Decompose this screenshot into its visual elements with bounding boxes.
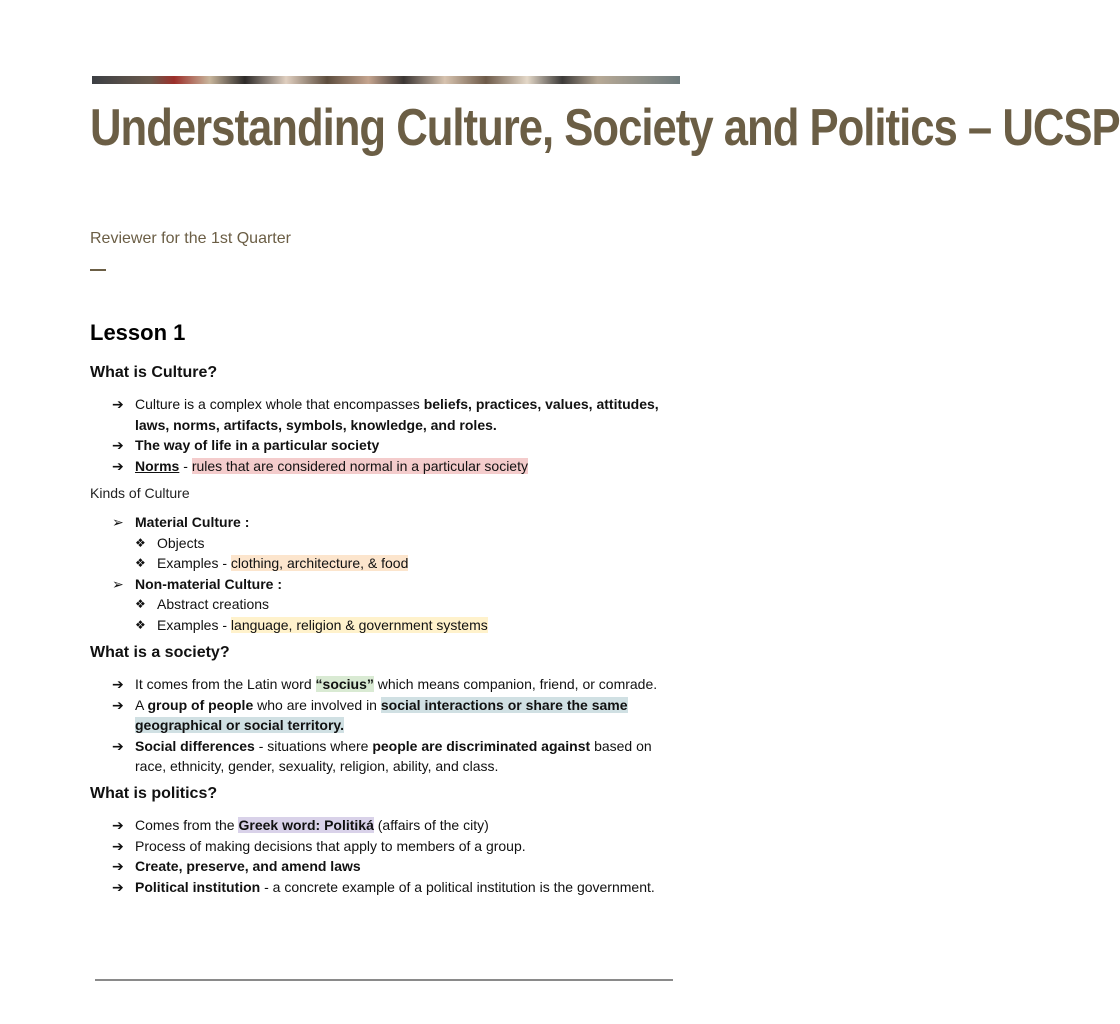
highlighted-text: language, religion & government systems bbox=[230, 616, 488, 633]
title-divider-dash bbox=[90, 269, 106, 271]
header-banner-image bbox=[92, 76, 680, 84]
list-item: ➔ Comes from the Greek word: Politiká (affairs of the city) bbox=[112, 815, 682, 836]
arrow-bullet-icon: ➔ bbox=[112, 696, 124, 713]
list-item: ➔ Culture is a complex whole that encompasses beliefs, practices, values, attitudes, laws, norms, artifacts, symbols, knowledge, and roles. bbox=[112, 396, 659, 433]
list-item: ➔ It comes from the Latin word “socius” which means companion, friend, or comrade. bbox=[112, 674, 682, 695]
list-item: ➔ The way of life in a particular society bbox=[112, 435, 682, 456]
politics-heading: What is politics? bbox=[90, 785, 218, 802]
diamond-bullet-icon: ❖ bbox=[135, 597, 146, 611]
culture-heading: What is Culture? bbox=[90, 364, 218, 381]
list-item: ➢ Non-material Culture : ❖ Abstract creations ❖ Examples - language, religion & government systems bbox=[112, 574, 682, 636]
arrow-bullet-icon: ➔ bbox=[112, 457, 124, 474]
highlighted-text: social interactions or share the same geographical or social territory. bbox=[135, 696, 628, 733]
arrow-bullet-icon: ➔ bbox=[112, 858, 124, 874]
arrow-bullet-icon: ➔ bbox=[112, 396, 124, 412]
chevron-bullet-icon: ➢ bbox=[112, 575, 124, 592]
kinds-of-culture-list bbox=[112, 512, 682, 635]
sub-list-item: ❖ Objects bbox=[112, 533, 682, 554]
sub-list-item: ❖ Examples - language, religion & government systems bbox=[112, 615, 682, 636]
highlighted-text: rules that are considered normal in a particular society bbox=[191, 457, 528, 474]
culture-list bbox=[112, 394, 682, 476]
arrow-bullet-icon: ➔ bbox=[112, 737, 124, 754]
list-item: ➔ Process of making decisions that apply to members of a group. bbox=[112, 836, 682, 857]
arrow-bullet-icon: ➔ bbox=[112, 837, 124, 854]
sub-list-item: ❖ Abstract creations bbox=[112, 594, 682, 615]
arrow-bullet-icon: ➔ bbox=[112, 878, 124, 895]
list-item: ➔ Political institution - a concrete example of a political institution is the government. bbox=[112, 877, 682, 898]
list-item: ➢ Material Culture : ❖ Objects ❖ Examples - clothing, architecture, & food bbox=[112, 512, 682, 574]
list-item: ➔ A group of people who are involved in social interactions or share the same geographical or social territory. bbox=[112, 696, 628, 733]
page-footer-rule bbox=[95, 979, 673, 981]
diamond-bullet-icon: ❖ bbox=[135, 556, 146, 570]
diamond-bullet-icon: ❖ bbox=[135, 535, 146, 550]
arrow-bullet-icon: ➔ bbox=[112, 676, 124, 692]
list-item: ➔ Social differences - situations where people are discriminated against based on race, ethnicity, gender, sexuality, religion, ability, and class. bbox=[112, 737, 652, 774]
arrow-bullet-icon: ➔ bbox=[112, 437, 124, 453]
society-heading: What is a society? bbox=[90, 644, 230, 661]
kinds-of-culture-label: Kinds of Culture bbox=[90, 485, 190, 501]
list-item: ➔ Create, preserve, and amend laws bbox=[112, 856, 682, 877]
chevron-bullet-icon: ➢ bbox=[112, 514, 124, 530]
politics-list bbox=[112, 815, 682, 897]
sub-list-item: ❖ Examples - clothing, architecture, & food bbox=[112, 553, 682, 574]
lesson-heading: Lesson 1 bbox=[90, 320, 186, 345]
norms-term: Norms bbox=[135, 457, 180, 474]
highlighted-text: clothing, architecture, & food bbox=[230, 555, 409, 571]
highlighted-text: “socius” bbox=[315, 676, 374, 692]
list-item: ➔ Norms - rules that are considered normal in a particular society bbox=[112, 456, 682, 477]
arrow-bullet-icon: ➔ bbox=[112, 817, 124, 833]
society-list bbox=[112, 674, 682, 777]
document-title: Understanding Culture, Society and Politics – UCSP bbox=[90, 99, 1120, 157]
document-subtitle: Reviewer for the 1st Quarter bbox=[90, 230, 291, 247]
highlighted-text: Greek word: Politiká bbox=[238, 817, 374, 833]
diamond-bullet-icon: ❖ bbox=[135, 617, 146, 632]
